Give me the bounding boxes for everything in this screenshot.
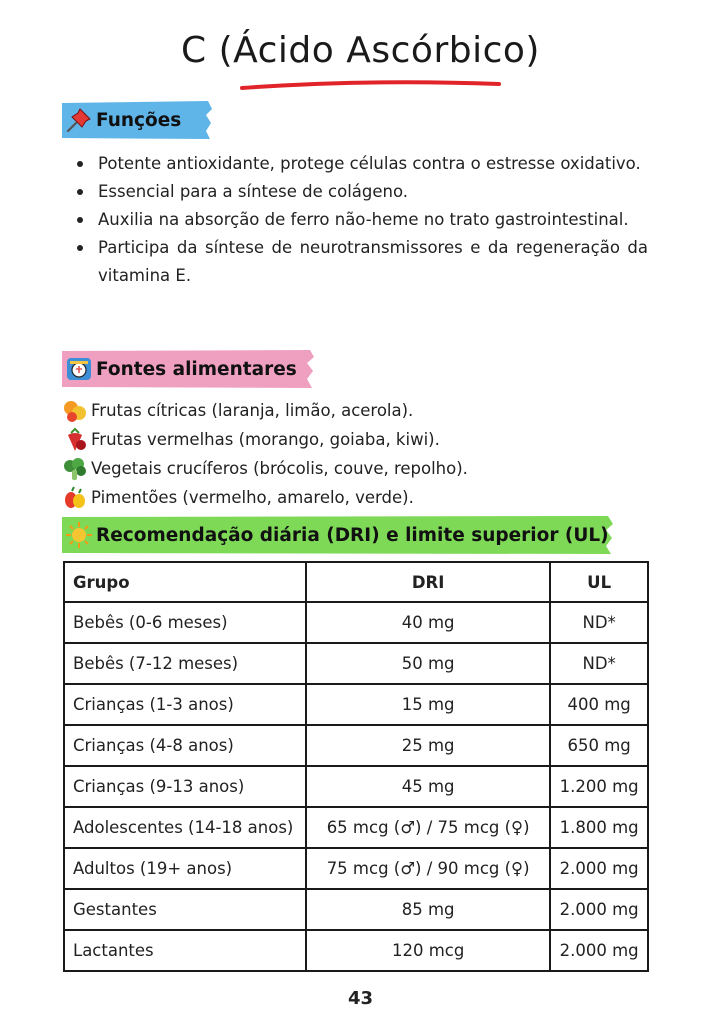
dri-cell: 45 mg xyxy=(306,766,550,807)
list-item: Auxilia na absorção de ferro não-heme no trato gastrointestinal. xyxy=(72,206,648,234)
table-row xyxy=(64,766,648,807)
section-banner-recomendacao xyxy=(62,516,613,554)
table-row xyxy=(64,930,648,971)
table-row xyxy=(64,602,648,643)
table-row xyxy=(64,889,648,930)
food-sources-list xyxy=(62,396,468,512)
column-header: DRI xyxy=(306,562,550,602)
list-item xyxy=(62,483,468,512)
dri-cell: 50 mg xyxy=(306,643,550,684)
ul-cell: 1.800 mg xyxy=(550,807,648,848)
dri-cell: 120 mcg xyxy=(306,930,550,971)
group-cell: Adultos (19+ anos) xyxy=(64,848,306,889)
table-row xyxy=(64,684,648,725)
dri-cell: 15 mg xyxy=(306,684,550,725)
ul-cell: ND* xyxy=(550,643,648,684)
sun-icon xyxy=(64,520,94,550)
list-item: Participa da síntese de neurotransmissores e da regeneração da vitamina E. xyxy=(72,234,648,290)
ul-cell: 650 mg xyxy=(550,725,648,766)
group-cell: Adolescentes (14-18 anos) xyxy=(64,807,306,848)
peppers-icon xyxy=(62,485,88,511)
list-item xyxy=(62,396,468,425)
pushpin-icon xyxy=(64,105,94,135)
source-text: Vegetais crucíferos (brócolis, couve, repolho). xyxy=(91,459,468,478)
section-banner-fontes xyxy=(62,350,314,388)
berries-icon xyxy=(62,427,88,453)
dri-cell: 75 mcg (♂) / 90 mcg (♀) xyxy=(306,848,550,889)
section-banner-funcoes xyxy=(62,101,212,139)
column-header: Grupo xyxy=(64,562,306,602)
section-heading: Fontes alimentares xyxy=(96,358,297,380)
list-item xyxy=(62,425,468,454)
source-text: Frutas cítricas (laranja, limão, acerola). xyxy=(91,401,414,420)
dri-cell: 85 mg xyxy=(306,889,550,930)
broccoli-icon xyxy=(62,456,88,482)
ul-cell: 1.200 mg xyxy=(550,766,648,807)
dri-cell: 25 mg xyxy=(306,725,550,766)
group-cell: Crianças (1-3 anos) xyxy=(64,684,306,725)
table-row xyxy=(64,807,648,848)
food-bowl-icon xyxy=(64,354,94,384)
list-item xyxy=(62,454,468,483)
dri-cell: 40 mg xyxy=(306,602,550,643)
group-cell: Bebês (0-6 meses) xyxy=(64,602,306,643)
group-cell: Lactantes xyxy=(64,930,306,971)
group-cell: Crianças (4-8 anos) xyxy=(64,725,306,766)
list-item: Potente antioxidante, protege células contra o estresse oxidativo. xyxy=(72,150,648,178)
ul-cell: ND* xyxy=(550,602,648,643)
group-cell: Gestantes xyxy=(64,889,306,930)
source-text: Frutas vermelhas (morango, goiaba, kiwi). xyxy=(91,430,440,449)
citrus-icon xyxy=(62,398,88,424)
column-header: UL xyxy=(550,562,648,602)
table-row xyxy=(64,848,648,889)
section-heading: Recomendação diária (DRI) e limite superior (UL) xyxy=(96,524,609,546)
section-heading: Funções xyxy=(96,109,182,131)
list-item: Essencial para a síntese de colágeno. xyxy=(72,178,648,206)
functions-list xyxy=(72,150,648,290)
page-title: C (Ácido Ascórbico) xyxy=(181,30,540,71)
table-row xyxy=(64,725,648,766)
ul-cell: 2.000 mg xyxy=(550,848,648,889)
dri-cell: 65 mcg (♂) / 75 mcg (♀) xyxy=(306,807,550,848)
ul-cell: 2.000 mg xyxy=(550,889,648,930)
ul-cell: 400 mg xyxy=(550,684,648,725)
title-underline xyxy=(238,78,503,94)
dri-table xyxy=(63,561,649,972)
page-number: 43 xyxy=(347,988,374,1009)
table-header-row xyxy=(64,562,648,602)
table-row xyxy=(64,643,648,684)
source-text: Pimentões (vermelho, amarelo, verde). xyxy=(91,488,414,507)
ul-cell: 2.000 mg xyxy=(550,930,648,971)
group-cell: Crianças (9-13 anos) xyxy=(64,766,306,807)
group-cell: Bebês (7-12 meses) xyxy=(64,643,306,684)
